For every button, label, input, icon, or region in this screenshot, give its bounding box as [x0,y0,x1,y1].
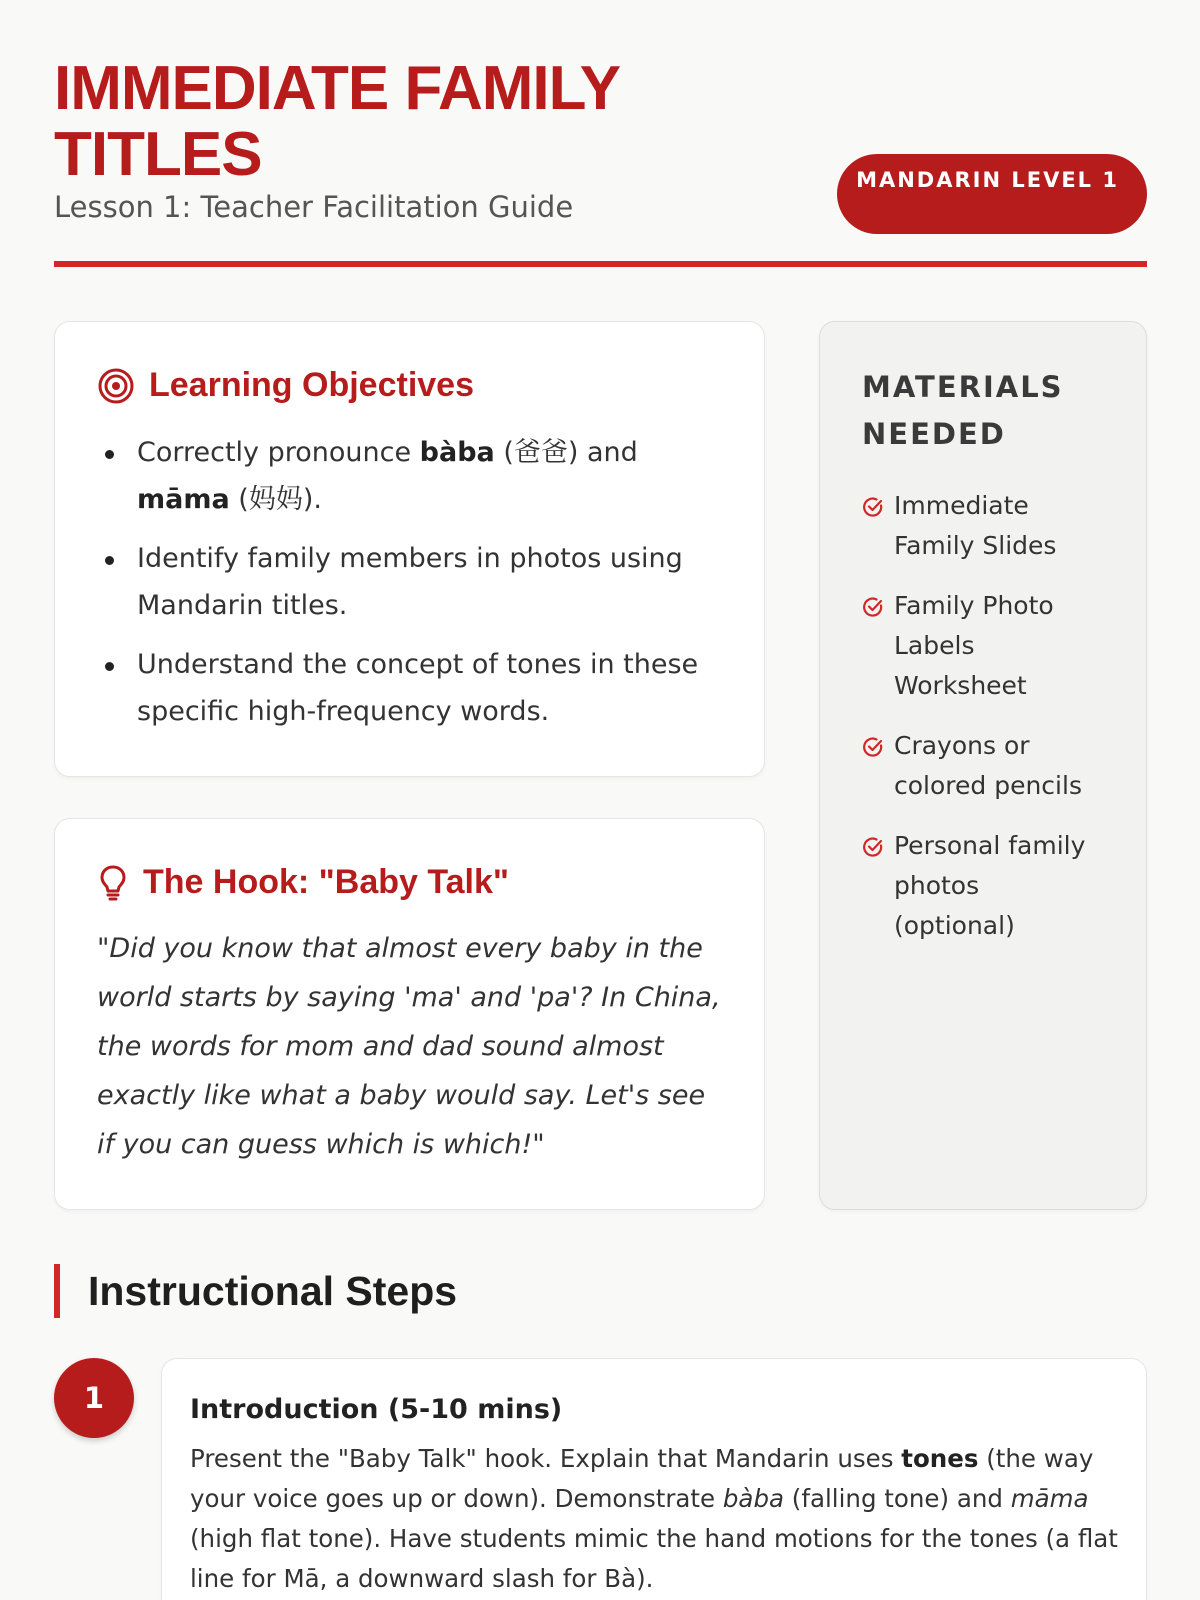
hook-heading [97,863,728,902]
header [54,0,1147,268]
material-label: Immediate Family Slides [894,491,1057,560]
hook-card [54,818,765,1210]
learning-objectives-card [54,321,765,777]
section-title: Instructional Steps [54,1264,457,1318]
material-label: Family Photo Labels Worksheet [894,591,1054,700]
materials-card [819,321,1147,1210]
objective-item [97,429,724,523]
material-item [862,486,1106,566]
page-title: IMMEDIATE FAMILY TITLES [54,54,620,189]
material-label: Personal family photos (optional) [894,831,1086,940]
check-circle-icon [862,736,884,758]
text-segment: (the way your voice goes up or down). Demonstrate [190,1444,1094,1513]
lightbulb-icon [97,864,129,902]
bold-term: bàba [419,437,495,468]
text-segment: (爸爸) and [494,437,638,468]
italic-term: māma [1010,1484,1089,1513]
text-segment: Present the "Baby Talk" hook. Explain that Mandarin uses [190,1444,902,1473]
text-segment: (falling tone) and [784,1484,1011,1513]
objectives-list [97,429,724,735]
hook-title: The Hook: "Baby Talk" [143,863,509,901]
bold-term: tones [901,1444,979,1473]
hook-quote: "Did you know that almost every baby in the world starts by saying 'ma' and 'pa'? In China, the words for mom and dad sound almost exactly like what a baby would say. Let's see if you can guess which is which!" [97,933,721,1160]
check-circle-icon [862,836,884,858]
step-number-badge: 1 [54,1358,134,1438]
objective-item [97,641,724,735]
material-item [862,586,1106,706]
materials-list [862,486,1106,946]
italic-term: bàba [722,1484,785,1513]
bold-term: māma [137,484,230,515]
check-circle-icon [862,596,884,618]
material-label: Crayons or colored pencils [894,731,1082,800]
check-circle-icon [862,496,884,518]
text-segment: (high flat tone). Have students mimic the hand motions for the tones (a flat line for Mā, a downward slash for Bà). [190,1524,1118,1593]
step-card [161,1358,1147,1600]
step-body [190,1439,1118,1599]
page-subtitle: Lesson 1: Teacher Facilitation Guide [54,190,574,224]
text-segment: (妈妈). [229,484,322,515]
text-segment: Correctly pronounce [137,437,420,468]
objectives-heading [97,366,724,405]
lesson-page [54,0,1147,1593]
text-segment: Identify family members in photos using Mandarin titles. [137,543,683,621]
level-badge: MANDARIN LEVEL 1 [837,154,1147,234]
material-item [862,826,1106,946]
materials-title: MATERIALS NEEDED [862,370,1064,451]
objective-item [97,535,724,629]
material-item [862,726,1106,806]
text-segment: Understand the concept of tones in these specific high-frequency words. [137,649,699,727]
step-title: Introduction (5-10 mins) [190,1394,563,1425]
target-icon [97,367,135,405]
objectives-title: Learning Objectives [149,366,474,404]
header-divider [54,261,1147,267]
